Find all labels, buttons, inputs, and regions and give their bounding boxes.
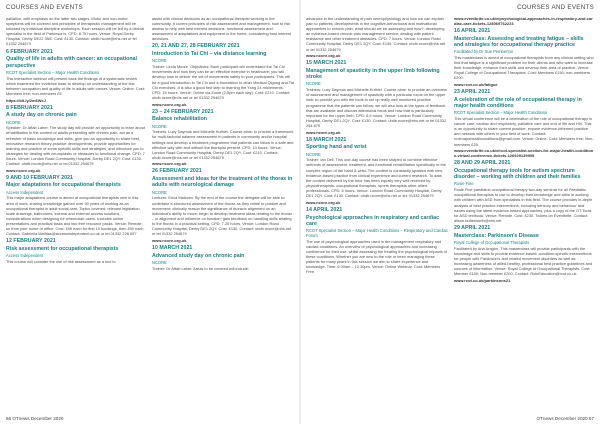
event-title: Occupational therapy tools for autism spectrum disorder – working with children and their families — [454, 168, 581, 181]
event-link[interactable]: www.ncore.org.uk — [6, 167, 41, 173]
event-date: 15 MARCH 2021 — [306, 60, 347, 67]
body-text: advances in the understanding of pain neurophysiology and how we can explain pain to patients; developments in the cognitive-behavioural and motivational approaches to chronic pain; what should we be assessing and how?; developing an evidence-based chronic pain management service; dealing with patient resistance and other treatment obstacles. CPD: 7 hours. Venue: London Road Community Hospital, Derby DE1 2QY. Cost: £130. Contact: uhdb.ncore@nhs.net or tel 01332 254679 — [306, 16, 446, 52]
event-title: Risk assessment for occupational therapists — [6, 246, 119, 253]
event-organiser: RCOT Specialist Section – Major Health Conditions — [454, 110, 548, 116]
event-title: Introduction to Tai Chi – via distance learning — [152, 51, 267, 58]
body-text: Trainer: Linda Moore. Objectives: Each participant will understand the Tai Chi movements and how they can be an effective exercise in healthcare; you will develop how to deliver the set of movements safely to your participants. This will be a good introduction to Tai Chi and a foundation to other Medical Qigong and Tai Chi exercises. It is also a good first step to learning the Yang 24 movements. CPD: 15 hours. Venue: Online via Zoom (2-5pm each day). Cost: £210. Contact: uhdb.ncore@nhs.net or tel 01332 254679 — [152, 64, 294, 100]
event-title: A celebration of the role of occupational therapy in major health conditions — [454, 96, 582, 110]
right-page-footer: OTnews December 2020 67 — [536, 416, 594, 421]
event-organiser: NCORE — [306, 151, 321, 157]
event-organiser: NCORE — [6, 119, 21, 125]
event-organiser: NCORE — [152, 259, 167, 265]
event-title: Assessment and ideas for the treatment of the thorax in adults with neurological damage — [152, 176, 293, 189]
body-text: This course will consider the use of risk assessment as a tool to — [6, 259, 116, 265]
event-organiser: NCORE — [306, 81, 321, 87]
body-text: Speaker: Dr Aftab Laher. The study day will provide an opportunity to learn about rehabilitation in the context of adults presenting with chronic pain, act as a refresher of basic knowledge and skills, give you an opportunity to share best, innovative research theory-practice developments, provide opportunities for learning and practice of some specific skills and strategies, and introduce you to strategies for dealing with neuroplastic or obstacles to functional change. CPD: 7 hours. Venue: London Road Community Hospital, Derby DE1 2QY. Cost: £130. Contact: uhdb.ncore@nhs.net or tel 01332 254679 — [6, 125, 145, 166]
columns — [0, 16, 600, 412]
event-title: Quality of life in adults with cancer: an occupational perspective — [6, 56, 137, 69]
body-text: This masterclass is aimed at occupational therapists from any clinical setting who find that fatigue is a significant problem for their clients and who want to increase their knowledge, enhance their skills and develop their area of practice. Venue: Royal College of Occupational Therapists. Cost: Members £150; non-members £200. — [454, 55, 594, 81]
event-link[interactable]: https://bit.ly/2m6WcJ — [6, 97, 47, 103]
event-link[interactable]: www.ncore.org.uk — [306, 199, 341, 205]
right-page-header: COURSES AND EVENTS — [517, 4, 594, 11]
event-date: 12 FEBRUARY 2021 — [6, 238, 56, 245]
event-date: 26 FEBRUARY 2021 — [152, 168, 202, 175]
event-organiser: NCORE — [152, 58, 167, 64]
event-organiser: Facilitated by Dr Sue Pemberton — [454, 49, 514, 55]
event-title: Masterclass: Assessing and treating fatigue – skills and strategies for occupational therapy practice — [454, 35, 584, 48]
body-text: The use of psychological approaches used in the management respiratory and cardiac conditions. An overview of psychological approaches and increasing confidence for their use, whilst assessing the treating the psychological impacts of these conditions. Whether you are new to the role or been managing these patients for many years in this session we aim to share experience and knowledge. Time: 6.00am – 12.30pm. Venue: Online Webinar. Cost: Members Free. — [306, 238, 448, 275]
event-date: 20, 21 AND 27, 28 FEBRUARY 2021 — [152, 43, 240, 50]
body-text: Rosie Fine paediatric occupational therapy two-day seminar for all Paediatric occupational therapists to use to develop their knowledge and skills in working with children with ASD from specialists in this field. The course provides in-depth analysis of best practice interventions, including sensory and behaviour and issues using the latest evidence-based approaches, plus a copy of the OT Tools for ASD textbook. Venue: Remote. Cost: £230. Tickets on Eventbrite. Contact: alison.butterworth@nhs.net — [454, 187, 593, 223]
event-title: Balance rehabilitation — [152, 116, 208, 123]
left-page-footer: 66 OTnews December 2020 — [6, 416, 64, 421]
body-text: Trainer: Dr Aftab Laher. Areas to be covered will include: — [152, 265, 249, 271]
event-title: Masterclass: Parkinson's Disease — [454, 232, 539, 239]
event-link[interactable]: www.ncore.org.uk — [152, 101, 187, 107]
column-4 — [454, 16, 594, 412]
body-text: assist with clinical decisions as an occupational therapist working in the community. It covers principles of risk assessment and management, how to risk assess to help with best interest decisions, functional assessment and assessment of adaptations and equipment in the home, considering best interest decisions. — [152, 16, 291, 42]
event-organiser: Rosie Fine — [454, 181, 474, 187]
event-date: 28 AND 29 APRIL 2021 — [454, 160, 511, 167]
event-link[interactable]: www.ncore.org.uk — [152, 237, 187, 243]
column-3 — [306, 16, 448, 412]
body-text: Trainers: Lucy Daymus and Michelle Kuthiel. Course aims: to provide a framework for multi-factorial balance assessment in patients in community and/or hospital settings and develop a treatment programme that patients can follow in a safe and effective way with and without the therapist present. CPD: 14 hours. Venue: London Road Community Hospital, Derby DE1 2QY. Cost: £210. Contact: uhdb.ncore@nhs.net or tel 01332 254679 — [152, 129, 294, 160]
event-date: 23 APRIL 2021 — [454, 89, 491, 96]
event-link[interactable]: www.rcot.co.uk/fatigue — [454, 82, 498, 88]
event-link[interactable]: www.rcot.co.uk/parkinsons21 — [454, 277, 511, 283]
event-title: Advanced study day on chronic pain — [152, 252, 245, 259]
column-1 — [6, 16, 146, 412]
event-date: 29 APRIL 2021 — [454, 224, 491, 231]
event-link[interactable]: www.ncore.org.uk — [306, 53, 341, 59]
event-date: 14 APRIL 2021 — [306, 206, 343, 213]
event-date: 6 FEBRUARY 2021 — [6, 48, 53, 55]
event-organiser: RCOT Specialist Section – Major Health Conditions – Respiratory and Cardiac Forum — [306, 227, 448, 238]
event-date: 23 – 24 FEBRUARY 2021 — [152, 108, 214, 115]
body-text: Trainer: Ian Dell. This one-day course has been shaped to combine effective methods of assessment, treatment, and functional rehabilitation specifically to the complex region of the hand & wrist. The content is constantly updated with new evidence-based practice from clinical experience and current research. To date, the content delivered by the tutor has been equally very well received by physiotherapists, occupational therapists, sports therapists other allied professionals. CPD: 6 hours. Venue: London Road Community Hospital, Derby DE1 2QY. Cost: £130. Contact: uhdb.ncore@nhs.net or tel: 01332 254679 — [306, 157, 446, 199]
body-text: Trainers: Lucy Daymus and Michelle Kuthiel. Course aims: to provide an overview of assessment and management of spasticity with a particular focus on the upper limb; to provide you with the tools to set up really well monitored practice programme that the patients can follow; we will also look at the types of feedback that are available and discuss attentional focus and how that is particularly important for the upper limb. CPD: 6.5 hours. Venue: London Road Community Hospital, Derby DE1 2QY. Cost: £130. Contact: uhdb.ncore@nhs.net or tel 01332 254 679 — [306, 87, 447, 128]
event-title: Psychological approaches in respiratory and cardiac care — [306, 214, 440, 227]
event-title: Sporting hand and wrist — [306, 144, 367, 151]
event-date: 16 APRIL 2021 — [454, 28, 491, 34]
event-date: 18 MARCH 2021 — [306, 136, 347, 143]
event-organiser: Access Independent — [6, 253, 44, 259]
body-text: Lecturer: Erica Malcolm. By the end of the course the delegate will be able to: undertake a structured assessment of the thorax as they relate to posture and movement; clinically reason the significance of thoracic alignment on an individual's ability to move; begin to develop treatment ideas relating to the thorax – in alignment and influence on function; gain feedback on handling skills relating to the thorax in a practical setting. CPD: 7.25 hours. Venue: London Road Community Hospital, Derby DE1 2QY. Cost: £130. Contact: uhdb.ncore@nhs.net or tel 01332 254679 — [152, 195, 293, 237]
event-title: Major adaptations for occupational therapists — [6, 182, 121, 189]
left-page-header: COURSES AND EVENTS — [6, 4, 83, 11]
event-date: 10 MARCH 2021 — [152, 244, 193, 251]
event-link[interactable]: www.eventbrite.co.uk/e/rcot-specialist-section-for-major-health-conditions-virtual-conference-tickets-126929139905 — [454, 148, 594, 159]
body-text: This virtual conference will be a celebration of the role of occupational therapy in cancer care, cardiac and respiratory, palliative care and end of life and HIV. This is an opportunity to share current practice, expose evidence-informed practice and network with others in your field of work. Contact: rcotmajorhealthconditions@gmail.com. Venue: Online. Cost: Members free; Non-members £25. — [454, 116, 594, 147]
body-text: This major adaptations course is aimed at occupational therapists new in this area of work, sharing knowledge gained over 30 years of working as an occupational therapist in adult social care. Topics covered: relevant legislation, scale drawings, bathrooms, internal and external access solutions, considerations when designing for wheelchair users. Includes online presentations and practical tasks and two free resource packs. Venue: Remote, so from your home or office. Cost: £99 each for first 10 bookings, then £90 each. Contact: Gabriella.Mathias@accessindependent.co.uk or tel 01332 228 097 — [6, 195, 145, 237]
event-organiser: NCORE — [152, 123, 167, 129]
event-link[interactable]: www.ncore.org.uk — [152, 161, 187, 167]
event-link[interactable]: www.ncore.org.uk — [306, 129, 341, 135]
event-link[interactable]: www.eventbrite.co.uk/e/psychological-approaches-in-respiratory-and-cardiac-care-tickets-128069762223 — [454, 16, 593, 26]
event-organiser: RCOT Specialist Section – Major Health Conditions — [6, 69, 100, 75]
body-text: palliative, with emphasis on the latter two stages. Motor and non-motor symptoms will be covered and principles of therapeutic management will be followed by individual discipline workshops. Each session will be led by a clinical specialist in the field of Parkinson's. CPD: 8.75 hours. Venue: Royal Derby Hospital, Derby DE22 3NE. Cost: £130. Contact: uhdb.ncore@nhs.net or tel 01332 254679 — [6, 16, 145, 47]
event-organiser: Access Independent — [6, 189, 44, 195]
event-organiser: Royal College of Occupational Therapists — [454, 239, 530, 245]
column-2 — [152, 16, 294, 412]
event-date: 9 AND 10 FEBRUARY 2021 — [6, 174, 73, 181]
event-date: 8 FEBRUARY 2021 — [6, 104, 53, 111]
body-text: Facilitated by Ana Aragon. This masterclass will provide participants with the knowledge and skills to provide evidence-based, condition-specific interventions for people with Parkinson's and related movement disorders as well as increasing awareness of allied-healthy, professional best practice guidelines and sources of information. Venue: Royal College of Occupational Therapists. Cost: Member £150; Non-member £200. Contact: RoleEducation@rcot.co.uk — [454, 245, 593, 277]
event-title: Management of spasticity in the upper limb following stroke — [306, 68, 440, 81]
body-text: This interactive webinar will present back the findings of a systematic review which examined the evidence base to develop an understanding of the link between occupation and quality of life in adults with cancer. Venue: Online. Cost: Members free; non-members £5. — [6, 75, 145, 96]
event-title: A study day on chronic pain — [6, 112, 77, 119]
event-organiser: NCORE — [152, 189, 167, 195]
